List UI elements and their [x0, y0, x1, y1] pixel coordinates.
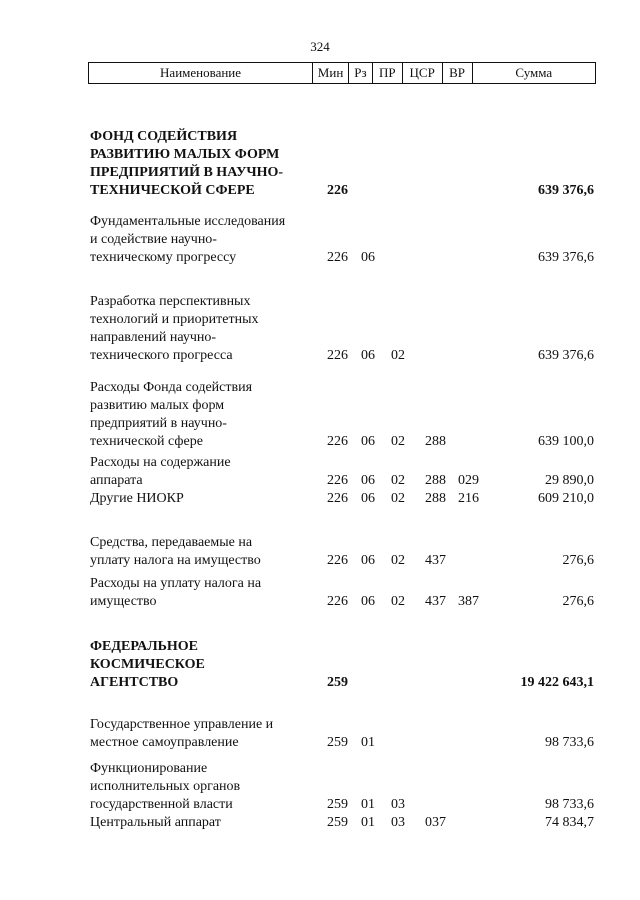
row-sum: 639 376,6: [538, 250, 594, 265]
row-sum: 276,6: [562, 553, 594, 568]
row-name: Государственное управление и местное самоуправление: [90, 717, 274, 750]
row-rz: 06: [361, 434, 375, 449]
row-min: 259: [327, 735, 348, 750]
row-sum: 609 210,0: [538, 491, 594, 506]
row-sum: 98 733,6: [545, 797, 594, 812]
row-rz: 06: [361, 491, 375, 506]
row-rz: 01: [361, 735, 375, 750]
row-vr: 387: [458, 594, 479, 609]
page-number: 324: [310, 39, 330, 54]
row-name: Разработка перспективных технологий и приоритетных направлений научно- технического прогресса: [90, 294, 259, 363]
row-pr: 02: [391, 473, 405, 488]
row-name: ФОНД СОДЕЙСТВИЯ РАЗВИТИЮ МАЛЫХ ФОРМ ПРЕДПРИЯТИЙ В НАУЧНО- ТЕХНИЧЕСКОЙ СФЕРЕ: [90, 129, 284, 198]
row-name: Функционирование исполнительных органов государственной власти: [90, 761, 241, 812]
header-min: Мин: [312, 63, 348, 83]
row-sum: 98 733,6: [545, 735, 594, 750]
row-pr: 02: [391, 434, 405, 449]
row-rz: 01: [361, 797, 375, 812]
header-rz: Рз: [348, 63, 372, 83]
table-row: [0, 814, 640, 832]
row-sum: 29 890,0: [545, 473, 594, 488]
table-row: [0, 575, 640, 611]
row-sum: 639 376,6: [538, 183, 594, 198]
row-min: 226: [327, 348, 348, 363]
row-sum: 19 422 643,1: [520, 675, 594, 690]
row-name: ФЕДЕРАЛЬНОЕ КОСМИЧЕСКОЕ АГЕНТСТВО: [90, 639, 205, 690]
table-row: [0, 638, 640, 692]
row-pr: 02: [391, 553, 405, 568]
row-csr: 037: [425, 815, 446, 830]
table-row: [0, 716, 640, 752]
row-sum: 74 834,7: [545, 815, 594, 830]
header-csr: ЦСР: [402, 63, 442, 83]
table-row: [0, 490, 640, 508]
row-name: Расходы на содержание аппарата: [90, 455, 231, 488]
table-row: [0, 128, 640, 200]
header-name: Наименование: [160, 65, 242, 80]
row-pr: 03: [391, 815, 405, 830]
row-pr: 02: [391, 348, 405, 363]
row-rz: 06: [361, 594, 375, 609]
row-name: Расходы на уплату налога на имущество: [90, 576, 262, 609]
row-vr: 029: [458, 473, 479, 488]
row-csr: 437: [425, 594, 446, 609]
row-min: 226: [327, 594, 348, 609]
row-csr: 288: [425, 434, 446, 449]
table-row: [0, 534, 640, 570]
row-min: 226: [327, 491, 348, 506]
row-sum: 639 100,0: [538, 434, 594, 449]
row-min: 226: [327, 183, 348, 198]
table-row: [0, 760, 640, 814]
row-csr: 288: [425, 473, 446, 488]
table-row: [0, 213, 640, 267]
row-name: Расходы Фонда содействия развитию малых форм предприятий в научно- технической сфере: [90, 380, 253, 449]
row-min: 259: [327, 675, 348, 690]
row-name: Средства, передаваемые на уплату налога на имущество: [90, 535, 261, 568]
row-rz: 01: [361, 815, 375, 830]
table-row: [0, 293, 640, 365]
table-row: [0, 454, 640, 490]
row-min: 226: [327, 434, 348, 449]
row-rz: 06: [361, 553, 375, 568]
table-row: [0, 379, 640, 451]
row-name: Центральный аппарат: [90, 815, 221, 830]
row-pr: 03: [391, 797, 405, 812]
header-pr: ПР: [372, 63, 402, 83]
row-rz: 06: [361, 250, 375, 265]
row-min: 259: [327, 797, 348, 812]
row-pr: 02: [391, 491, 405, 506]
row-min: 226: [327, 553, 348, 568]
row-pr: 02: [391, 594, 405, 609]
row-csr: 288: [425, 491, 446, 506]
row-min: 259: [327, 815, 348, 830]
row-vr: 216: [458, 491, 479, 506]
row-rz: 06: [361, 473, 375, 488]
row-rz: 06: [361, 348, 375, 363]
row-csr: 437: [425, 553, 446, 568]
row-min: 226: [327, 250, 348, 265]
row-sum: 276,6: [562, 594, 594, 609]
row-sum: 639 376,6: [538, 348, 594, 363]
row-min: 226: [327, 473, 348, 488]
header-vr: ВР: [442, 63, 472, 83]
row-name: Другие НИОКР: [90, 491, 184, 506]
row-name: Фундаментальные исследования и содействие научно- техническому прогрессу: [90, 214, 286, 265]
header-sum: Сумма: [472, 63, 596, 83]
